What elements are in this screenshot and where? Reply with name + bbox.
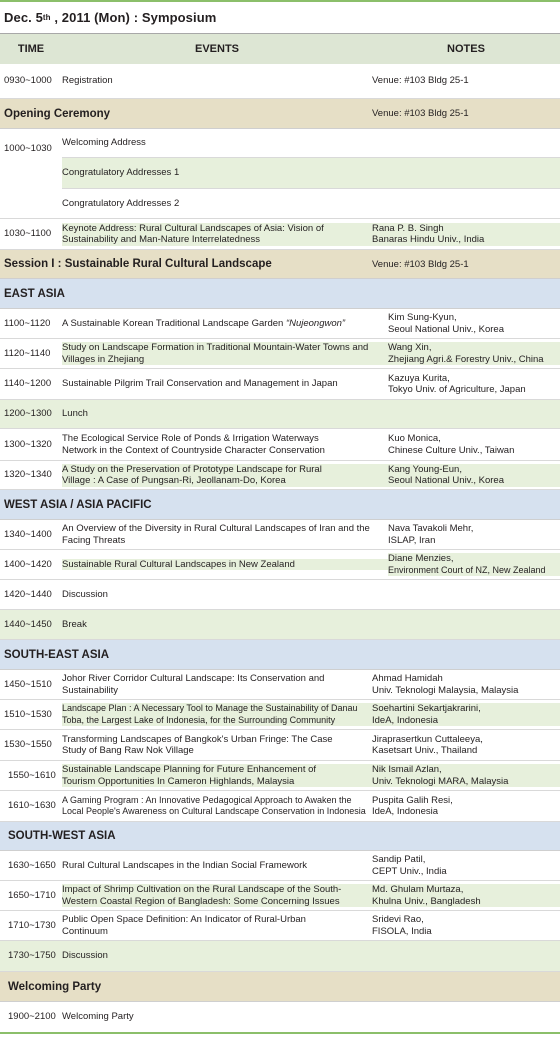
row-event: Keynote Address: Rural Cultural Landscapes of Asia: Vision of Sustainability and Man-Nature Interrelatedness: [62, 223, 372, 246]
speaker-affiliation: Univ. Teknologi Malaysia, Malaysia: [372, 684, 519, 696]
table-row: [0, 700, 560, 730]
table-row: [0, 941, 560, 972]
row-time: 0930~1000: [4, 75, 52, 87]
row-time: 1530~1550: [4, 739, 52, 751]
row-event: Rural Cultural Landscapes in the Indian Social Framework: [62, 859, 308, 871]
row-time: 1340~1400: [4, 528, 52, 540]
row-time: 1450~1510: [4, 678, 52, 690]
row-event: Sustainable Rural Cultural Landscapes in New Zealand: [62, 559, 388, 571]
speaker-name: Kim Sung-Kyun,: [388, 312, 457, 323]
row-time: 1320~1340: [4, 469, 52, 481]
row-note: Venue: #103 Bldg 25-1: [372, 75, 469, 87]
row-note: [372, 884, 560, 907]
row-event: Sustainable Pilgrim Trail Conservation and Management in Japan: [62, 378, 338, 390]
header-notes: NOTES: [447, 43, 485, 55]
speaker-name: Sandip Patil,: [372, 854, 426, 865]
row-time: 1610~1630: [8, 800, 56, 812]
speaker-affiliation: Chinese Culture Univ., Taiwan: [388, 444, 515, 456]
row-note: [388, 312, 560, 335]
row-note: [372, 914, 560, 937]
row-event: Impact of Shrimp Cultivation on the Rural Landscape of the South-Western Coastal Region of Bangladesh: Some Concerning Issues: [62, 884, 372, 907]
speaker-name: Ahmad Hamidah: [372, 673, 443, 684]
row-event: Transforming Landscapes of Bangkok's Urban Fringe: The Case Study of Bang Raw Nok Village: [62, 733, 333, 756]
header-events: EVENTS: [194, 43, 239, 55]
table-row: [0, 309, 560, 339]
table-row: [62, 158, 560, 189]
speaker-name: Diane Menzies,: [388, 553, 454, 564]
row-time: 1000~1030: [4, 143, 52, 154]
table-row: [0, 1002, 560, 1032]
speaker-name: Kazuya Kurita,: [388, 372, 450, 384]
opening-group: [0, 129, 560, 219]
speaker-affiliation: Zhejiang Agri.& Forestry Univ., China: [388, 353, 544, 365]
table-row: [0, 400, 560, 429]
section-south-east-asia: [0, 640, 560, 670]
row-event: [62, 318, 388, 330]
speaker-name: Kuo Monica,: [388, 433, 441, 444]
row-time: 1100~1120: [4, 317, 51, 329]
row-time: 1140~1200: [4, 378, 52, 390]
table-row: [0, 429, 560, 461]
section-session-1: [0, 250, 560, 279]
row-event: Registration: [62, 75, 113, 87]
row-event: Public Open Space Definition: An Indicator of Rural-Urban Continuum: [62, 914, 306, 937]
section-title: Opening Ceremony: [4, 107, 111, 120]
speaker-affiliation: FISOLA, India: [372, 925, 432, 937]
table-row: [0, 550, 560, 580]
row-event: An Overview of the Diversity in Rural Cultural Landscapes of Iran and the Facing Threats: [62, 523, 370, 546]
row-event: Discussion: [62, 588, 108, 600]
section-west-asia: [0, 490, 560, 520]
row-note: [388, 433, 560, 456]
table-row: [0, 761, 560, 791]
table-row: [0, 791, 560, 822]
speaker-affiliation: Univ. Teknologi MARA, Malaysia: [372, 775, 509, 787]
speaker-name: Sridevi Rao,: [372, 914, 424, 925]
row-time: 1900~2100: [8, 1011, 56, 1023]
header-time: TIME: [17, 43, 45, 55]
table-row: [0, 670, 560, 700]
page-title: Dec. 5 th , 2011 (Mon) : Symposium: [0, 2, 560, 34]
table-row: [0, 730, 560, 761]
section-note: Venue: #103 Bldg 25-1: [372, 258, 469, 270]
row-time: 1030~1100: [4, 228, 52, 240]
speaker-affiliation: IdeA, Indonesia: [372, 714, 439, 726]
speaker-affiliation: Environment Court of NZ, New Zealand: [388, 564, 546, 575]
section-welcoming-party: [0, 972, 560, 1002]
speaker-name: Rana P. B. Singh: [372, 222, 444, 234]
section-title: Session I : Sustainable Rural Cultural Landscape: [4, 258, 272, 270]
speaker-affiliation: Seoul National Univ., Korea: [388, 475, 504, 486]
row-note: [388, 342, 560, 365]
row-event: A Gaming Program : An Innovative Pedagogical Approach to Awaken the Local People's Awareness on Cultural Landscape Conservation in Indonesia: [62, 794, 366, 816]
row-time: 1710~1730: [8, 919, 56, 931]
section-south-west-asia: [0, 822, 560, 851]
table-row: [62, 129, 560, 158]
speaker-affiliation: Khulna Univ., Bangladesh: [372, 895, 481, 907]
row-note: [372, 734, 560, 757]
speaker-affiliation: Kasetsart Univ., Thailand: [372, 745, 478, 756]
row-event: Congratulatory Addresses 1: [62, 167, 180, 179]
row-note: [372, 673, 560, 696]
section-title: SOUTH-EAST ASIA: [4, 648, 109, 661]
speaker-affiliation: Seoul National Univ., Korea: [388, 323, 504, 335]
row-event: A Study on the Preservation of Prototype Landscape for Rural Village : A Case of Pungsan-Ri, Jeollanam-Do, Korea: [62, 464, 388, 487]
speaker-name: Nik Ismail Azlan,: [372, 764, 442, 775]
title-suffix: , 2011 (Mon) : Symposium: [50, 10, 217, 25]
row-time: 1120~1140: [4, 347, 51, 359]
row-note: [372, 854, 560, 877]
row-event: Discussion: [62, 950, 108, 962]
event-italic: “Nujeongwon”: [285, 317, 346, 329]
speaker-name: Soehartini Sekartjakrarini,: [372, 703, 481, 714]
speaker-name: Puspita Galih Resi,: [372, 794, 453, 806]
row-time: 1510~1530: [4, 708, 52, 720]
row-time: 1730~1750: [8, 950, 56, 962]
table-row: [0, 219, 560, 250]
speaker-name: Nava Tavakoli Mehr,: [388, 523, 474, 534]
table-header: [0, 34, 560, 64]
row-time: 1300~1320: [4, 438, 52, 450]
table-row: [62, 189, 560, 218]
row-event: Welcoming Party: [62, 1011, 134, 1023]
table-row: [0, 580, 560, 610]
title-date: Dec. 5: [4, 10, 43, 25]
row-note: [388, 523, 560, 546]
section-title: Welcoming Party: [8, 980, 102, 993]
row-time: 1630~1650: [8, 859, 56, 871]
row-event: Welcoming Address: [62, 137, 146, 149]
row-time: 1650~1710: [8, 889, 56, 901]
row-note: [388, 464, 560, 487]
speaker-affiliation: Tokyo Univ. of Agriculture, Japan: [388, 384, 526, 395]
row-event: Landscape Plan : A Necessary Tool to Manage the Sustainability of Danau Toba, the Largest Lake of Indonesia, for the Surrounding Community: [62, 703, 372, 726]
table-row: [0, 851, 560, 881]
row-event: Sustainable Landscape Planning for Future Enhancement of Tourism Opportunities In Cameron Highlands, Malaysia: [62, 764, 372, 787]
table-row: [0, 520, 560, 550]
row-time: 1420~1440: [4, 588, 52, 600]
row-note: [388, 553, 560, 576]
event-text: A Sustainable Korean Traditional Landscape Garden: [62, 317, 284, 329]
table-row: [0, 911, 560, 941]
row-note: [372, 764, 560, 787]
row-event: Johor River Corridor Cultural Landscape: Its Conservation and Sustainability: [62, 673, 325, 696]
section-opening-ceremony: [0, 99, 560, 129]
row-note: [372, 703, 560, 726]
section-east-asia: [0, 279, 560, 309]
table-row: [0, 64, 560, 99]
row-time: 1550~1610: [8, 769, 56, 781]
speaker-name: Jiraprasertkun Cuttaleeya,: [372, 733, 483, 745]
table-row: [0, 610, 560, 640]
speaker-name: Wang Xin,: [388, 342, 432, 353]
section-title: EAST ASIA: [4, 287, 65, 300]
table-row: [0, 881, 560, 911]
row-note: [372, 223, 560, 246]
row-event: The Ecological Service Role of Ponds & Irrigation Waterways Network in the Context of Countryside Character Conservation: [62, 433, 325, 456]
table-row: [0, 339, 560, 369]
row-event: Break: [62, 618, 87, 630]
row-time: 1400~1420: [4, 558, 52, 570]
speaker-affiliation: ISLAP, Iran: [388, 534, 436, 546]
row-note: [372, 795, 560, 818]
section-title: WEST ASIA / ASIA PACIFIC: [4, 498, 152, 511]
speaker-name: Md. Ghulam Murtaza,: [372, 884, 464, 895]
table-row: [0, 461, 560, 490]
bottom-divider: [0, 1032, 560, 1034]
row-event: Lunch: [62, 408, 88, 420]
speaker-affiliation: Banaras Hindu Univ., India: [372, 234, 485, 245]
row-note: [388, 373, 560, 396]
row-event: Study on Landscape Formation in Traditional Mountain-Water Towns and Villages in Zhejiang: [62, 342, 388, 365]
section-title: SOUTH-WEST ASIA: [8, 830, 116, 842]
row-time: 1440~1450: [4, 618, 52, 630]
section-note: Venue: #103 Bldg 25-1: [372, 108, 469, 119]
table-row: [0, 369, 560, 400]
speaker-affiliation: CEPT Univ., India: [372, 865, 447, 877]
speaker-name: Kang Young-Eun,: [388, 463, 462, 475]
speaker-affiliation: IdeA, Indonesia: [372, 806, 439, 817]
row-event: Congratulatory Addresses 2: [62, 197, 180, 209]
row-time: 1200~1300: [4, 408, 52, 420]
